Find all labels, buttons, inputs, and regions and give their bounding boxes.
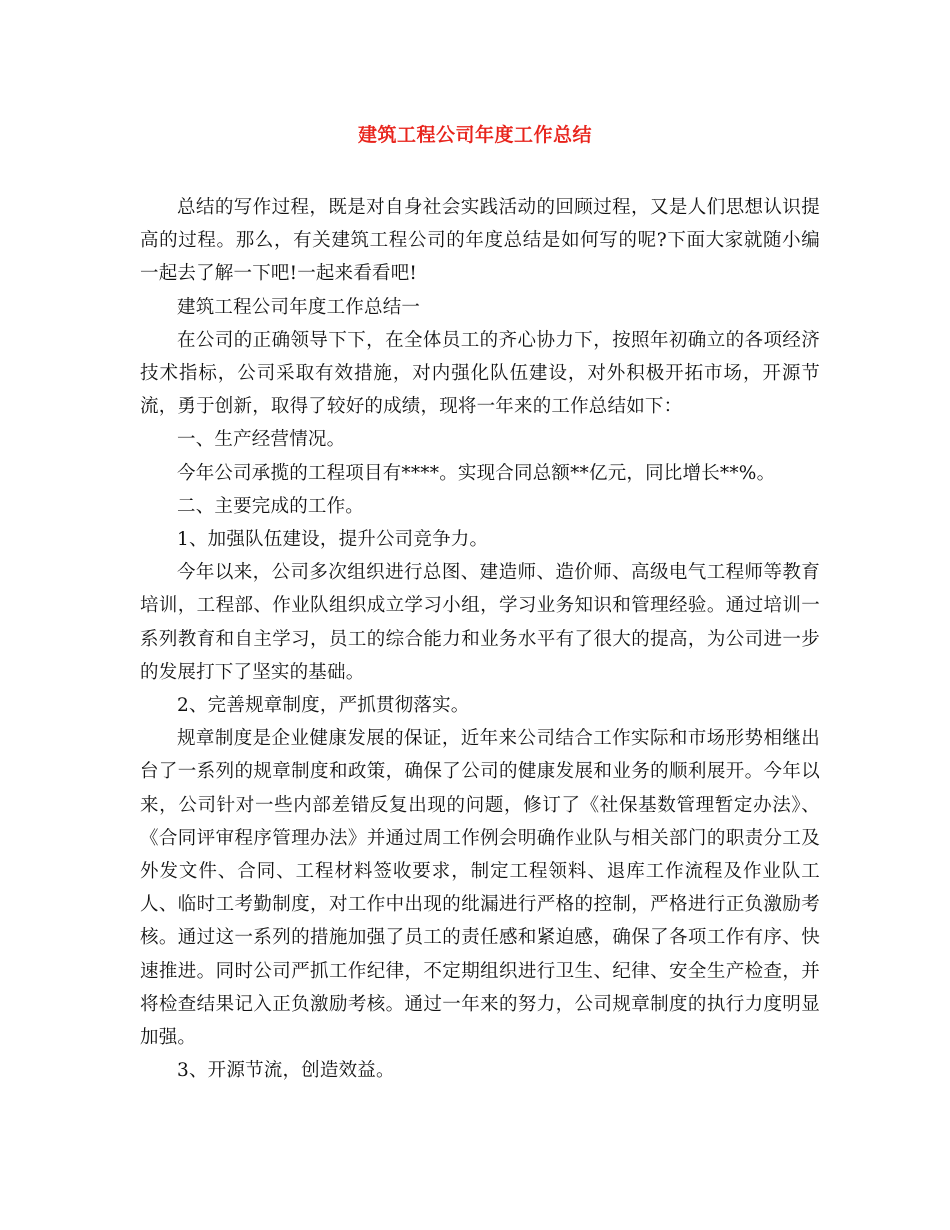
body-paragraph: 今年公司承揽的工程项目有****。实现合同总额**亿元，同比增长**%。 [177, 462, 776, 484]
subsection-heading: 1、加强队伍建设，提升公司竞争力。 [177, 529, 489, 551]
body-paragraph: 规章制度是企业健康发展的保证，近年来公司结合工作实际和市场形势相继出台了一系列的规章制度和政策，确保了公司的健康发展和业务的顺利展开。今年以来，公司针对一些内部差错反复出现的问题，修订了《社保基数管理暂定办法》、《合同评审程序管理办法》并通过周工作例会明确作业队与相关部门的职责分工及外发文件、合同、工程材料签收要求，制定工程领料、退库工作流程及作业队工人、临时工考勤制度，对工作中出现的纰漏进行严格的控制，严格进行正负激励考核。通过这一系列的措施加强了员工的责任感和紧迫感，确保了各项工作有序、快速推进。同时公司严抓工作纪律，不定期组织进行卫生、纪律、安全生产检查，并将检查结果记入正负激励考核。通过一年来的努力，公司规章制度的执行力度明显加强。 [140, 728, 821, 1049]
section-heading: 二、主要完成的工作。 [177, 495, 365, 517]
section-heading: 建筑工程公司年度工作总结一 [177, 296, 421, 318]
subsection-heading: 2、完善规章制度，严抓贯彻落实。 [177, 695, 470, 717]
section-heading: 一、生产经营情况。 [177, 429, 346, 451]
document-body [140, 191, 820, 1087]
document-title: 建筑工程公司年度工作总结 [357, 124, 592, 146]
subsection-heading: 3、开源节流，创造效益。 [177, 1060, 395, 1082]
intro-paragraph: 总结的写作过程，既是对自身社会实践活动的回顾过程，又是人们思想认识提高的过程。那么，有关建筑工程公司的年度总结是如何写的呢?下面大家就随小编一起去了解一下吧!一起来看看吧! [140, 197, 820, 285]
body-paragraph: 在公司的正确领导下下，在全体员工的齐心协力下，按照年初确立的各项经济技术指标，公司采取有效措施，对内强化队伍建设，对外积极开拓市场，开源节流，勇于创新，取得了较好的成绩，现将一年来的工作总结如下： [140, 329, 820, 418]
body-paragraph: 今年以来，公司多次组织进行总图、建造师、造价师、高级电气工程师等教育培训，工程部、作业队组织成立学习小组，学习业务知识和管理经验。通过培训一系列教育和自主学习，员工的综合能力和业务水平有了很大的提高，为公司进一步的发展打下了坚实的基础。 [140, 562, 820, 683]
